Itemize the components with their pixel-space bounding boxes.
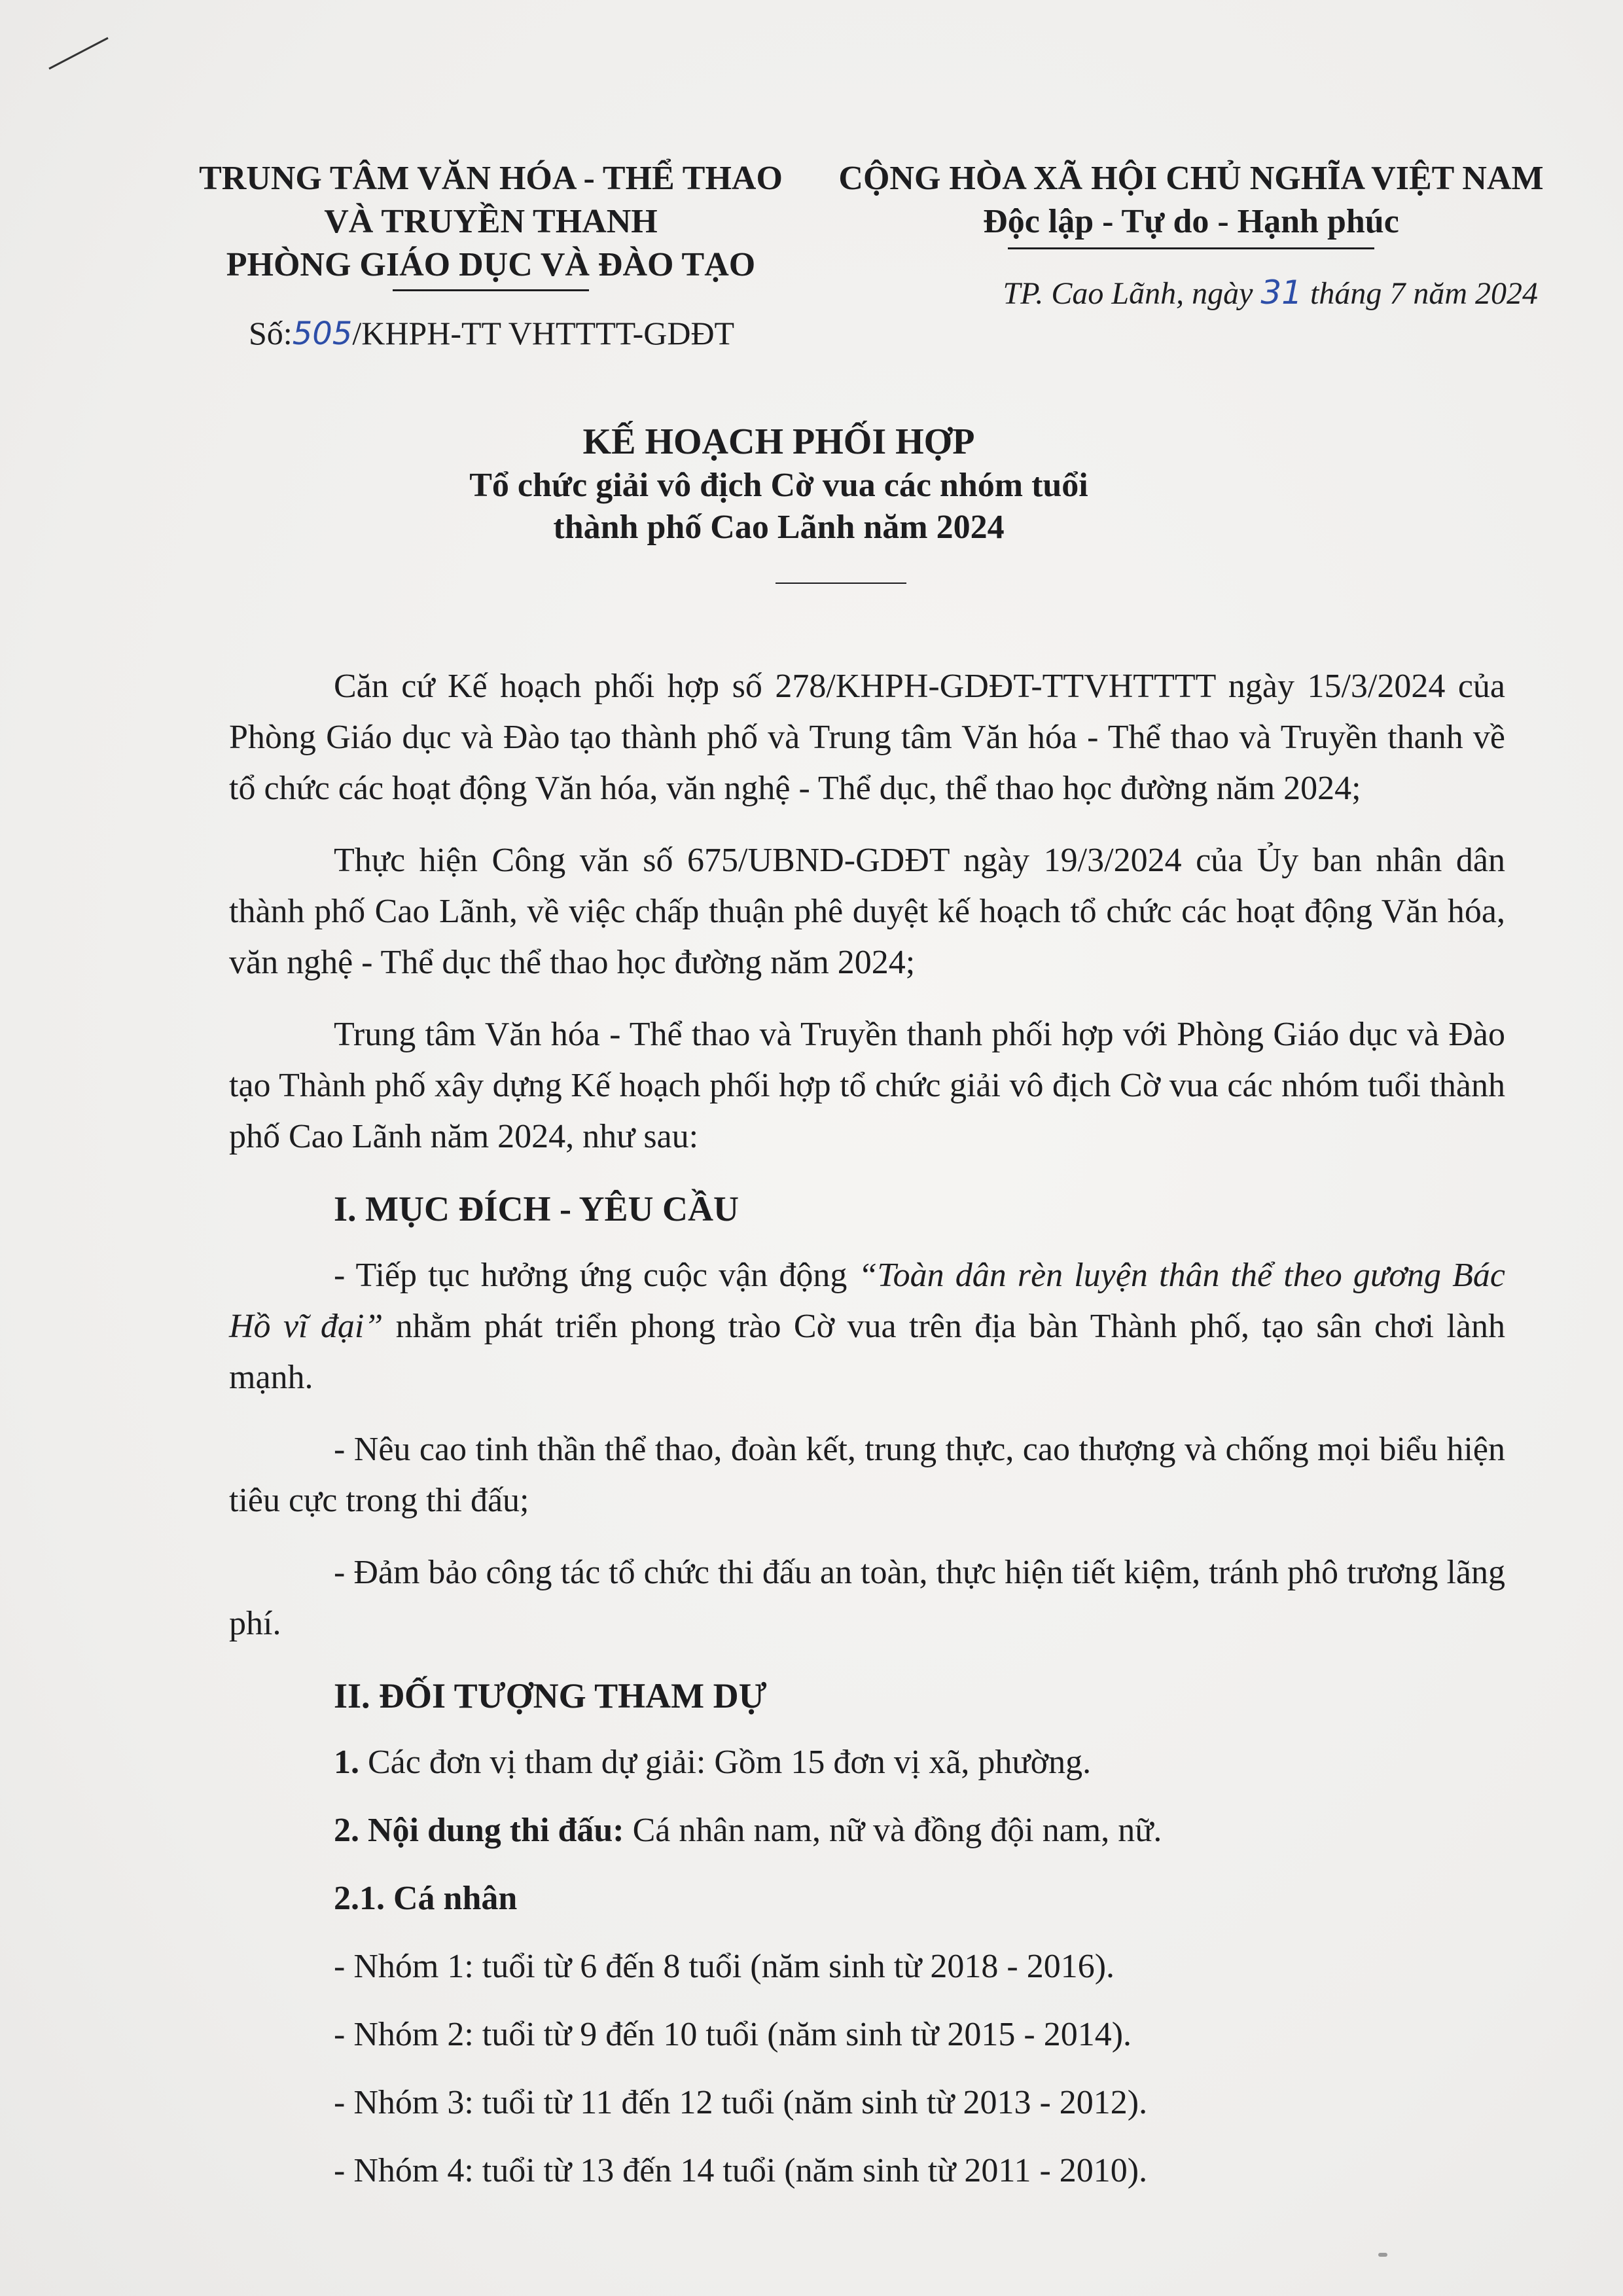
document-body bbox=[229, 661, 1505, 2214]
ref-prefix: Số: bbox=[249, 315, 293, 351]
handwritten-day: 31 bbox=[1260, 274, 1302, 312]
item-1-pre: - Tiếp tục hưởng ứng cuộc vận động bbox=[334, 1257, 859, 1294]
section-2-item-2 bbox=[334, 1805, 1505, 1856]
paragraph-implementation: Thực hiện Công văn số 675/UBND-GDĐT ngày 19/3/2024 của Ủy ban nhân dân thành phố Cao Lãnh, về việc chấp thuận phê duyệt kế hoạch tổ chức các hoạt động Văn hóa, văn nghệ - Thể dục thể thao học đường năm 2024; bbox=[229, 842, 1505, 981]
document-title bbox=[164, 419, 1394, 548]
title-line-1: KẾ HOẠCH PHỐI HỢP bbox=[582, 422, 975, 462]
scan-speck bbox=[1378, 2253, 1387, 2257]
title-line-2: Tổ chức giải vô địch Cờ vua các nhóm tuổi bbox=[469, 467, 1088, 504]
individual-subheading: 2.1. Cá nhân bbox=[334, 1880, 518, 1917]
section-1-item-1 bbox=[229, 1250, 1505, 1403]
national-motto: Độc lập - Tự do - Hạnh phúc bbox=[983, 203, 1399, 240]
campaign-quote: “Toàn dân rèn luyện thân thể theo gương Bác Hồ vĩ đại” bbox=[229, 1257, 1505, 1345]
document-number bbox=[249, 314, 734, 352]
agency-underline bbox=[393, 289, 589, 291]
paragraph-intro: Trung tâm Văn hóa - Thể thao và Truyền thanh phối hợp với Phòng Giáo dục và Đào tạo Thành phố xây dựng Kế hoạch phối hợp tổ chức giải vô địch Cờ vua các nhóm tuổi thành phố Cao Lãnh năm 2024, như sau: bbox=[229, 1016, 1505, 1155]
section-1-item-3: - Đảm bảo công tác tổ chức thi đấu an toàn, thực hiện tiết kiệm, tránh phô trương lãng phí. bbox=[229, 1554, 1505, 1642]
item-2-label: 2. Nội dung thi đấu: bbox=[334, 1812, 624, 1849]
age-group-1: - Nhóm 1: tuổi từ 6 đến 8 tuổi (năm sinh từ 2018 - 2016). bbox=[334, 1948, 1115, 1985]
item-1-label: 1. bbox=[334, 1744, 368, 1781]
pen-stroke-mark bbox=[46, 33, 111, 72]
section-2-heading: II. ĐỐI TƯỢNG THAM DỰ bbox=[334, 1676, 767, 1715]
agency-line-2: VÀ TRUYỀN THANH bbox=[324, 203, 658, 240]
agency-line-3: PHÒNG GIÁO DỤC VÀ ĐÀO TẠO bbox=[226, 246, 756, 283]
item-2-text: Cá nhân nam, nữ và đồng đội nam, nữ. bbox=[624, 1812, 1162, 1849]
item-1-text: Các đơn vị tham dự giải: Gồm 15 đơn vị xã, phường. bbox=[368, 1744, 1092, 1781]
age-group-4: - Nhóm 4: tuổi từ 13 đến 14 tuổi (năm sinh từ 2011 - 2010). bbox=[334, 2152, 1148, 2189]
place-and-date bbox=[883, 274, 1538, 312]
national-header bbox=[818, 157, 1564, 243]
national-title: CỘNG HÒA XÃ HỘI CHỦ NGHĨA VIỆT NAM bbox=[838, 160, 1544, 197]
issuing-agency-header bbox=[164, 157, 818, 287]
age-group-3: - Nhóm 3: tuổi từ 11 đến 12 tuổi (năm sinh từ 2013 - 2012). bbox=[334, 2084, 1148, 2121]
date-prefix: TP. Cao Lãnh, ngày bbox=[1003, 276, 1261, 311]
agency-line-1: TRUNG TÂM VĂN HÓA - THỂ THAO bbox=[199, 160, 783, 197]
section-1-item-2: - Nêu cao tinh thần thể thao, đoàn kết, trung thực, cao thượng và chống mọi biểu hiện tiêu cực trong thi đấu; bbox=[229, 1431, 1505, 1519]
section-1-heading: I. MỤC ĐÍCH - YÊU CẦU bbox=[334, 1189, 739, 1229]
age-group-2: - Nhóm 2: tuổi từ 9 đến 10 tuổi (năm sinh từ 2015 - 2014). bbox=[334, 2016, 1132, 2053]
section-2-item-1 bbox=[334, 1737, 1505, 1788]
date-suffix: tháng 7 năm 2024 bbox=[1302, 276, 1538, 311]
title-underline bbox=[776, 583, 906, 584]
motto-underline bbox=[1008, 247, 1374, 249]
ref-suffix: /KHPH-TT VHTTTT-GDĐT bbox=[352, 315, 735, 351]
title-line-3: thành phố Cao Lãnh năm 2024 bbox=[553, 509, 1005, 546]
item-1-post: nhằm phát triển phong trào Cờ vua trên địa bàn Thành phố, tạo sân chơi lành mạnh. bbox=[229, 1308, 1505, 1396]
handwritten-number: 505 bbox=[292, 315, 353, 352]
paragraph-basis: Căn cứ Kế hoạch phối hợp số 278/KHPH-GDĐT-TTVHTTTT ngày 15/3/2024 của Phòng Giáo dục và Đào tạo thành phố và Trung tâm Văn hóa - Thể thao và Truyền thanh về tổ chức các hoạt động Văn hóa, văn nghệ - Thể dục, thể thao học đường năm 2024; bbox=[229, 668, 1505, 807]
